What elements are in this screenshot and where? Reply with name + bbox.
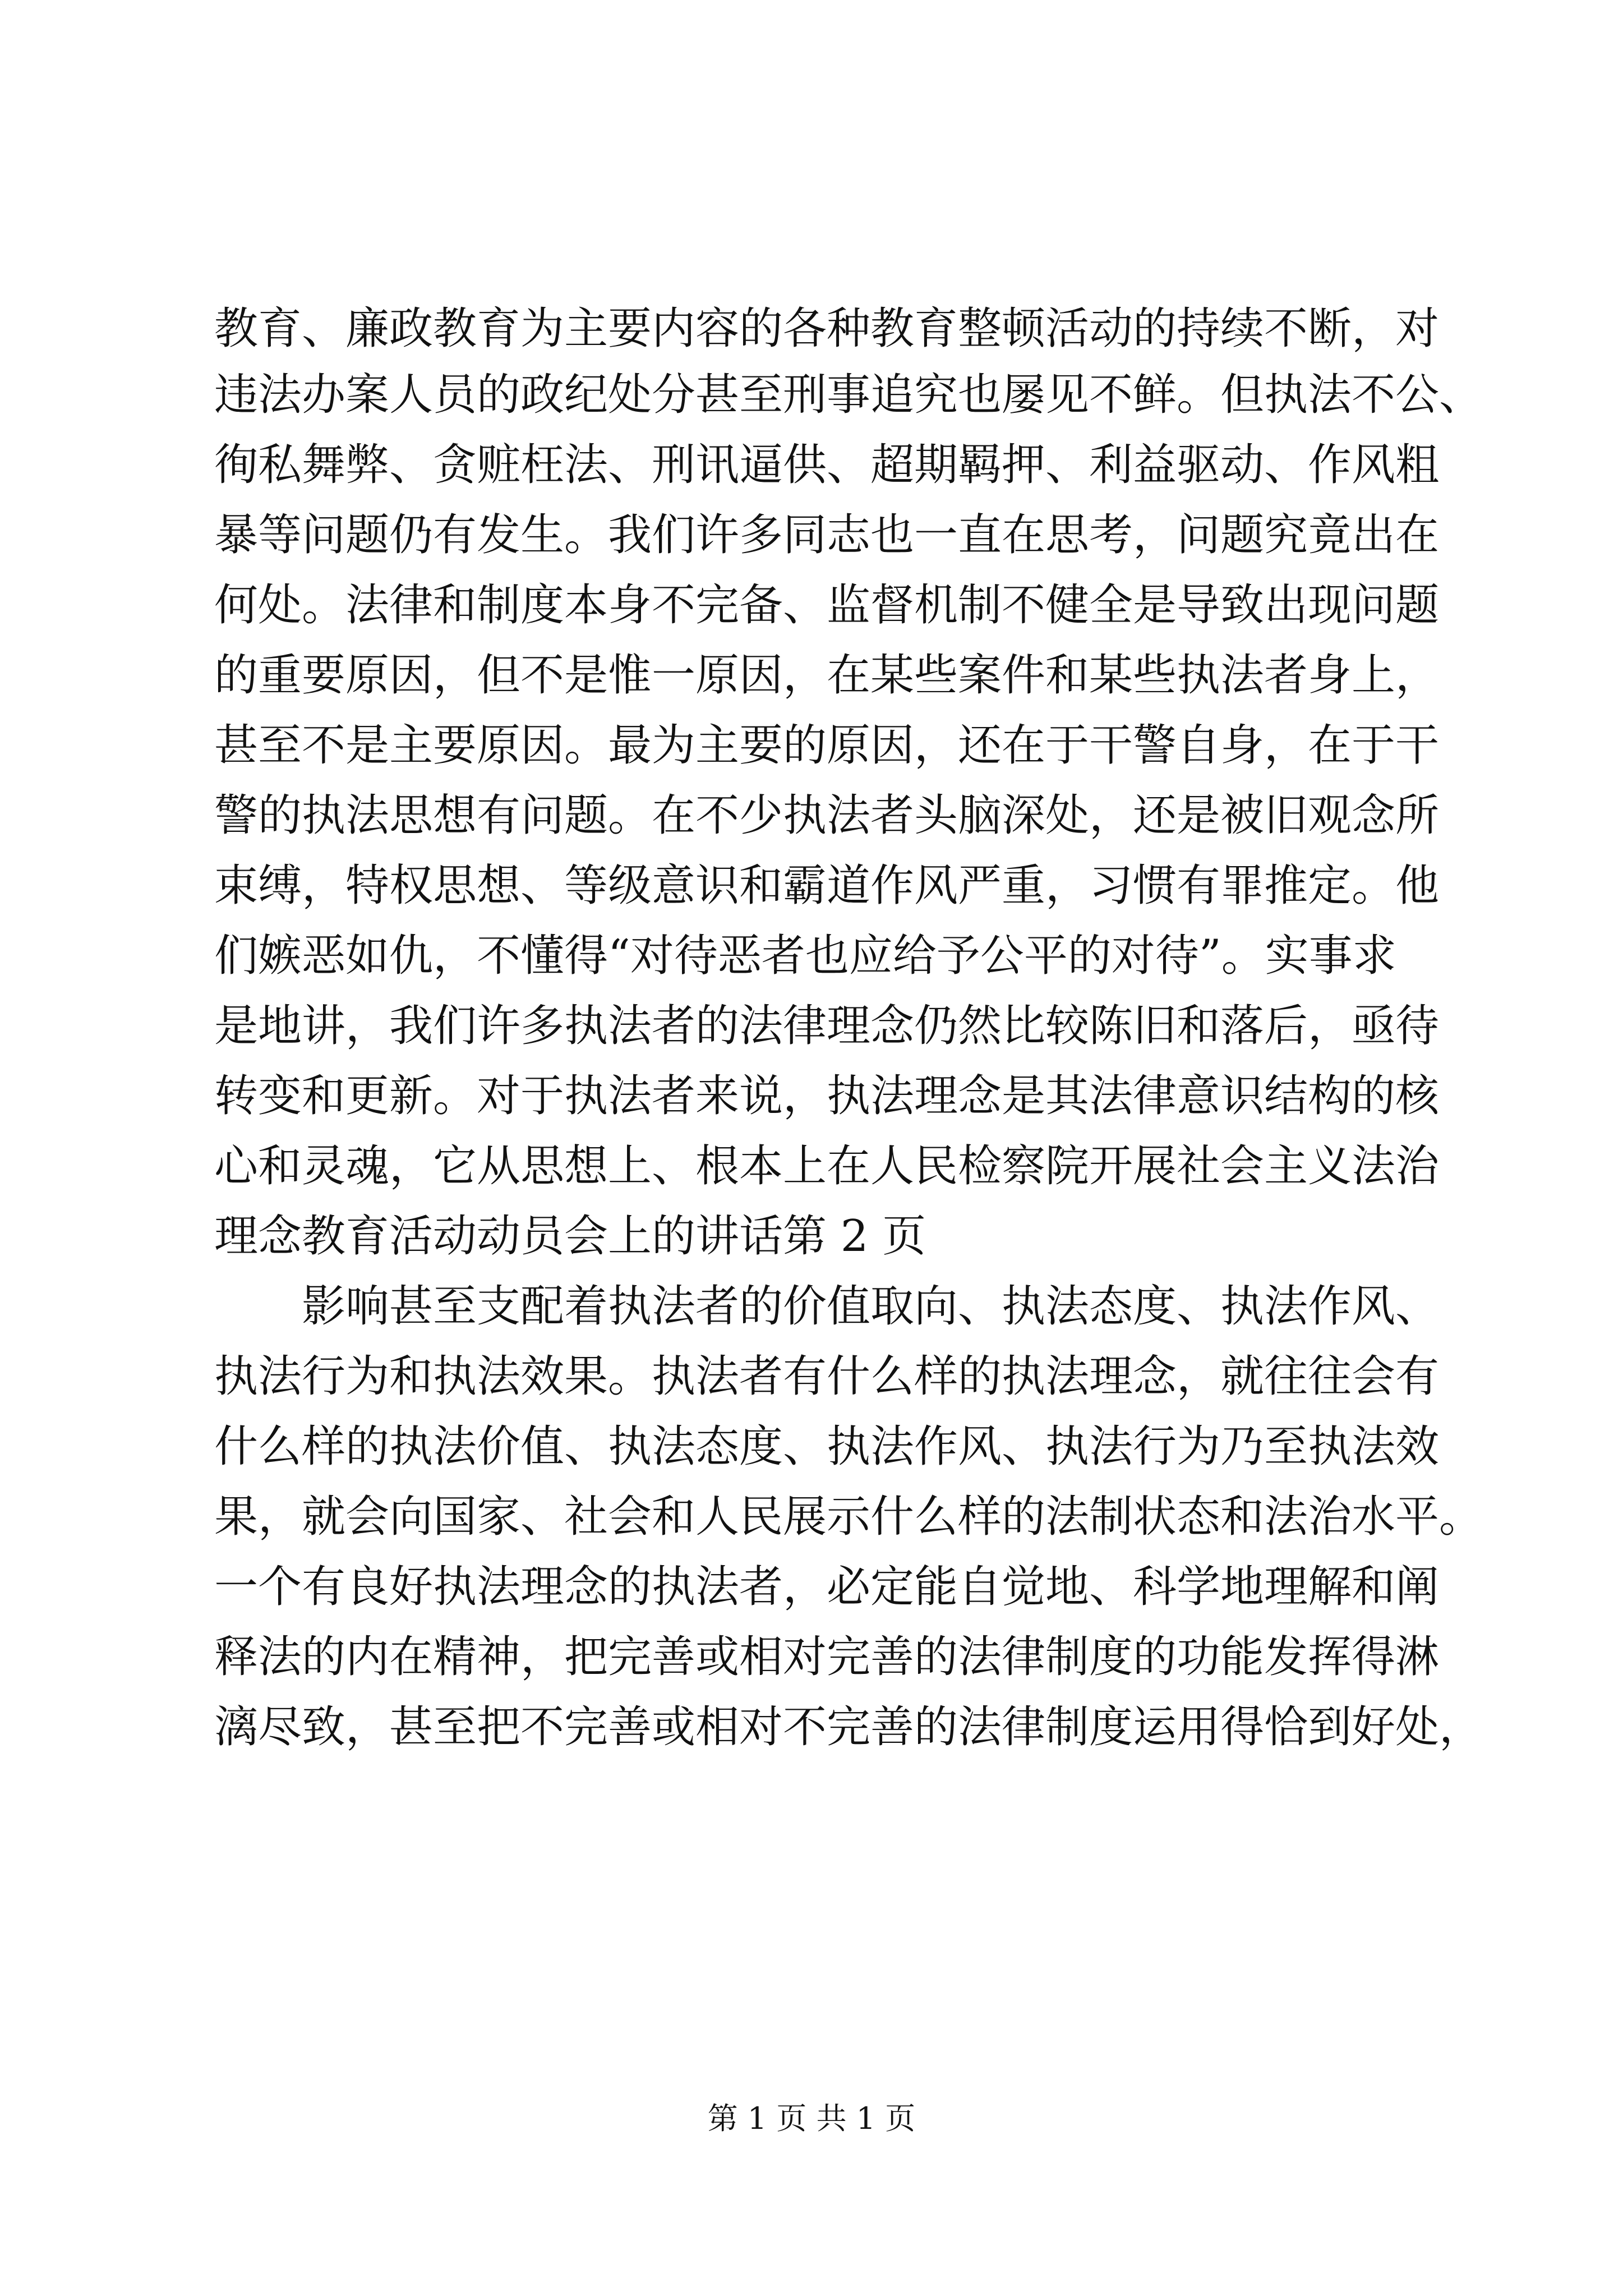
- text-line: 释法的内在精神，把完善或相对完善的法律制度的功能发挥得淋: [214, 1632, 1440, 1682]
- text-line: 一个有良好执法理念的执法者，必定能自觉地、科学地理解和阐: [214, 1562, 1440, 1612]
- text-line: 警的执法思想有问题。在不少执法者头脑深处，还是被旧观念所: [214, 790, 1440, 841]
- page-number-indicator: 第 1 页 共 1 页: [707, 2101, 916, 2136]
- text-line: 违法办案人员的政纪处分甚至刑事追究也屡见不鲜。但执法不公、: [214, 370, 1483, 420]
- text-line: 徇私舞弊、贪赃枉法、刑讯逼供、超期羁押、利益驱动、作风粗: [214, 440, 1440, 490]
- text-line: 甚至不是主要原因。最为主要的原因，还在于干警自身，在于干: [214, 720, 1440, 771]
- body-text: [214, 297, 1483, 1763]
- text-line: 的重要原因，但不是惟一原因，在某些案件和某些执法者身上，: [214, 650, 1440, 701]
- text-line: 暴等问题仍有发生。我们许多同志也一直在思考，问题究竟出在: [214, 510, 1440, 560]
- text-line: 转变和更新。对于执法者来说，执法理念是其法律意识结构的核: [214, 1071, 1440, 1121]
- text-line: 们嫉恶如仇，不懂得“对待恶者也应给予公平的对待”。实事求: [214, 931, 1396, 981]
- text-line: 是地讲，我们许多执法者的法律理念仍然比较陈旧和落后，亟待: [214, 1001, 1440, 1051]
- text-line: 心和灵魂，它从思想上、根本上在人民检察院开展社会主义法治: [214, 1141, 1440, 1191]
- text-line: 教育、廉政教育为主要内容的各种教育整顿活动的持续不断，对: [214, 303, 1440, 354]
- text-line: 什么样的执法价值、执法态度、执法作风、执法行为乃至执法效: [214, 1421, 1440, 1472]
- text-line: 理念教育活动动员会上的讲话第 2 页: [214, 1211, 926, 1262]
- text-line: 何处。法律和制度本身不完备、监督机制不健全是导致出现问题: [214, 580, 1440, 631]
- text-line: 束缚，特权思想、等级意识和霸道作风严重，习惯有罪推定。他: [214, 861, 1440, 911]
- page-footer: [0, 2099, 1623, 2138]
- text-line: 漓尽致，甚至把不完善或相对不完善的法律制度运用得恰到好处，: [214, 1702, 1483, 1752]
- text-line: 执法行为和执法效果。执法者有什么样的执法理念，就往往会有: [214, 1351, 1440, 1402]
- text-line: 果，就会向国家、社会和人民展示什么样的法制状态和法治水平。: [214, 1492, 1483, 1542]
- text-line: 影响甚至支配着执法者的价值取向、执法态度、执法作风、: [214, 1281, 1440, 1332]
